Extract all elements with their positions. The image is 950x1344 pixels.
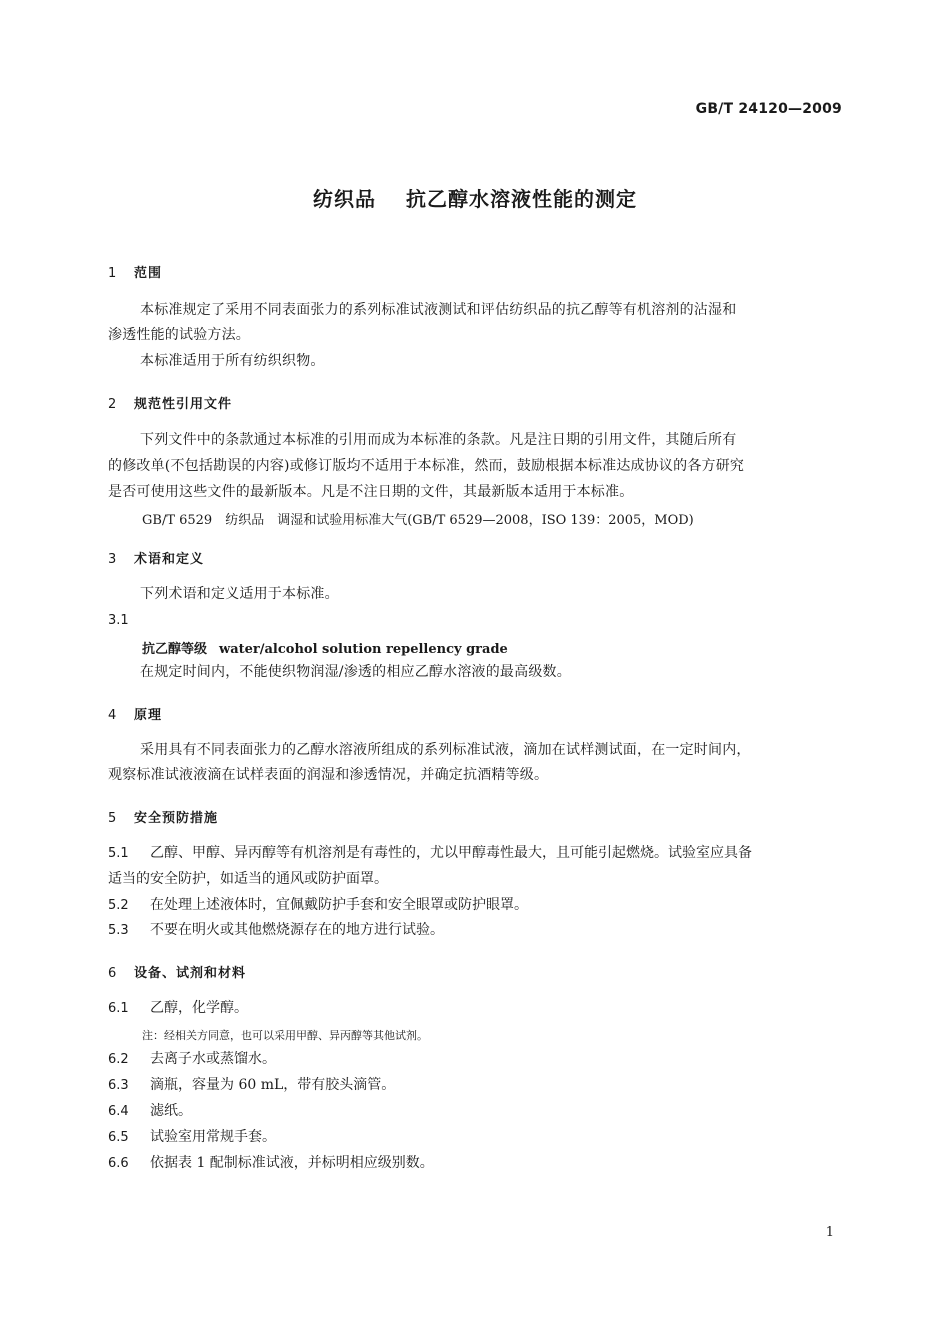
note: 注：经相关方同意，也可以采用甲醇、异丙醇等其他试剂。 — [142, 1029, 428, 1042]
s2-paragraph-line: 是否可使用这些文件的最新版本。凡是不注日期的文件，其最新版本适用于本标准。 — [108, 484, 634, 500]
s1-paragraph-line: 本标准规定了采用不同表面张力的系列标准试液测试和评估纺织品的抗乙醇等有机溶剂的沾湿和 — [140, 302, 737, 318]
clause-5-2: 5.2 在处理上述液体时，宜佩戴防护手套和安全眼罩或防护眼罩。 — [108, 897, 528, 913]
clause-3-1-number: 3.1 — [108, 613, 129, 628]
s1-paragraph: 本标准适用于所有纺织织物。 — [140, 353, 325, 369]
clause-6-4: 6.4 滤纸。 — [108, 1103, 192, 1119]
s4-paragraph-line: 采用具有不同表面张力的乙醇水溶液所组成的系列标准试液，滴加在试样测试面，在一定时间内， — [140, 742, 751, 758]
term-definition: 在规定时间内，不能使织物润湿/渗透的相应乙醇水溶液的最高级数。 — [140, 664, 571, 680]
title-part2: 抗乙醇水溶液性能的测定 — [406, 187, 637, 211]
clause-6-1: 6.1 乙醇，化学醇。 — [108, 1000, 248, 1016]
s3-intro: 下列术语和定义适用于本标准。 — [140, 586, 339, 602]
standard-code: GB/T 24120—2009 — [695, 101, 842, 117]
s1-paragraph-line: 渗透性能的试验方法。 — [108, 327, 250, 343]
clause-5-1-continued: 适当的安全防护，如适当的通风或防护面罩。 — [108, 871, 388, 887]
section-6-heading: 6 设备、试剂和材料 — [108, 966, 247, 981]
clause-5-3: 5.3 不要在明火或其他燃烧源存在的地方进行试验。 — [108, 922, 444, 938]
s2-paragraph-line: 下列文件中的条款通过本标准的引用而成为本标准的条款。凡是注日期的引用文件，其随后所有 — [140, 432, 737, 448]
page-number: 1 — [825, 1225, 834, 1240]
section-1-heading: 1 范围 — [108, 266, 163, 281]
s2-paragraph-line: 的修改单(不包括勘误的内容)或修订版均不适用于本标准，然而，鼓励根据本标准达成协议的各方研究 — [108, 458, 745, 474]
term-chinese: 抗乙醇等级 — [142, 642, 208, 657]
clause-6-3: 6.3 滴瓶，容量为 60 mL，带有胶头滴管。 — [108, 1077, 396, 1093]
normative-reference: GB/T 6529 纺织品 调湿和试验用标准大气(GB/T 6529—2008，ISO 139：2005，MOD) — [142, 513, 694, 528]
document-title — [0, 183, 950, 212]
title-part1: 纺织品 — [313, 187, 376, 211]
clause-6-5: 6.5 试验室用常规手套。 — [108, 1129, 276, 1145]
clause-6-2: 6.2 去离子水或蒸馏水。 — [108, 1051, 276, 1067]
clause-6-6: 6.6 依据表 1 配制标准试液，并标明相应级别数。 — [108, 1155, 434, 1171]
term-english: water/alcohol solution repellency grade — [219, 642, 508, 657]
s4-paragraph-line: 观察标准试液液滴在试样表面的润湿和渗透情况，并确定抗酒精等级。 — [108, 767, 549, 783]
section-5-heading: 5 安全预防措施 — [108, 811, 219, 826]
clause-5-1: 5.1 乙醇、甲醇、异丙醇等有机溶剂是有毒性的，尤以甲醇毒性最大，且可能引起燃烧。试验室应具备 — [108, 845, 752, 861]
term-entry — [142, 638, 508, 657]
section-4-heading: 4 原理 — [108, 708, 163, 723]
section-2-heading: 2 规范性引用文件 — [108, 397, 233, 412]
section-3-heading: 3 术语和定义 — [108, 552, 205, 567]
